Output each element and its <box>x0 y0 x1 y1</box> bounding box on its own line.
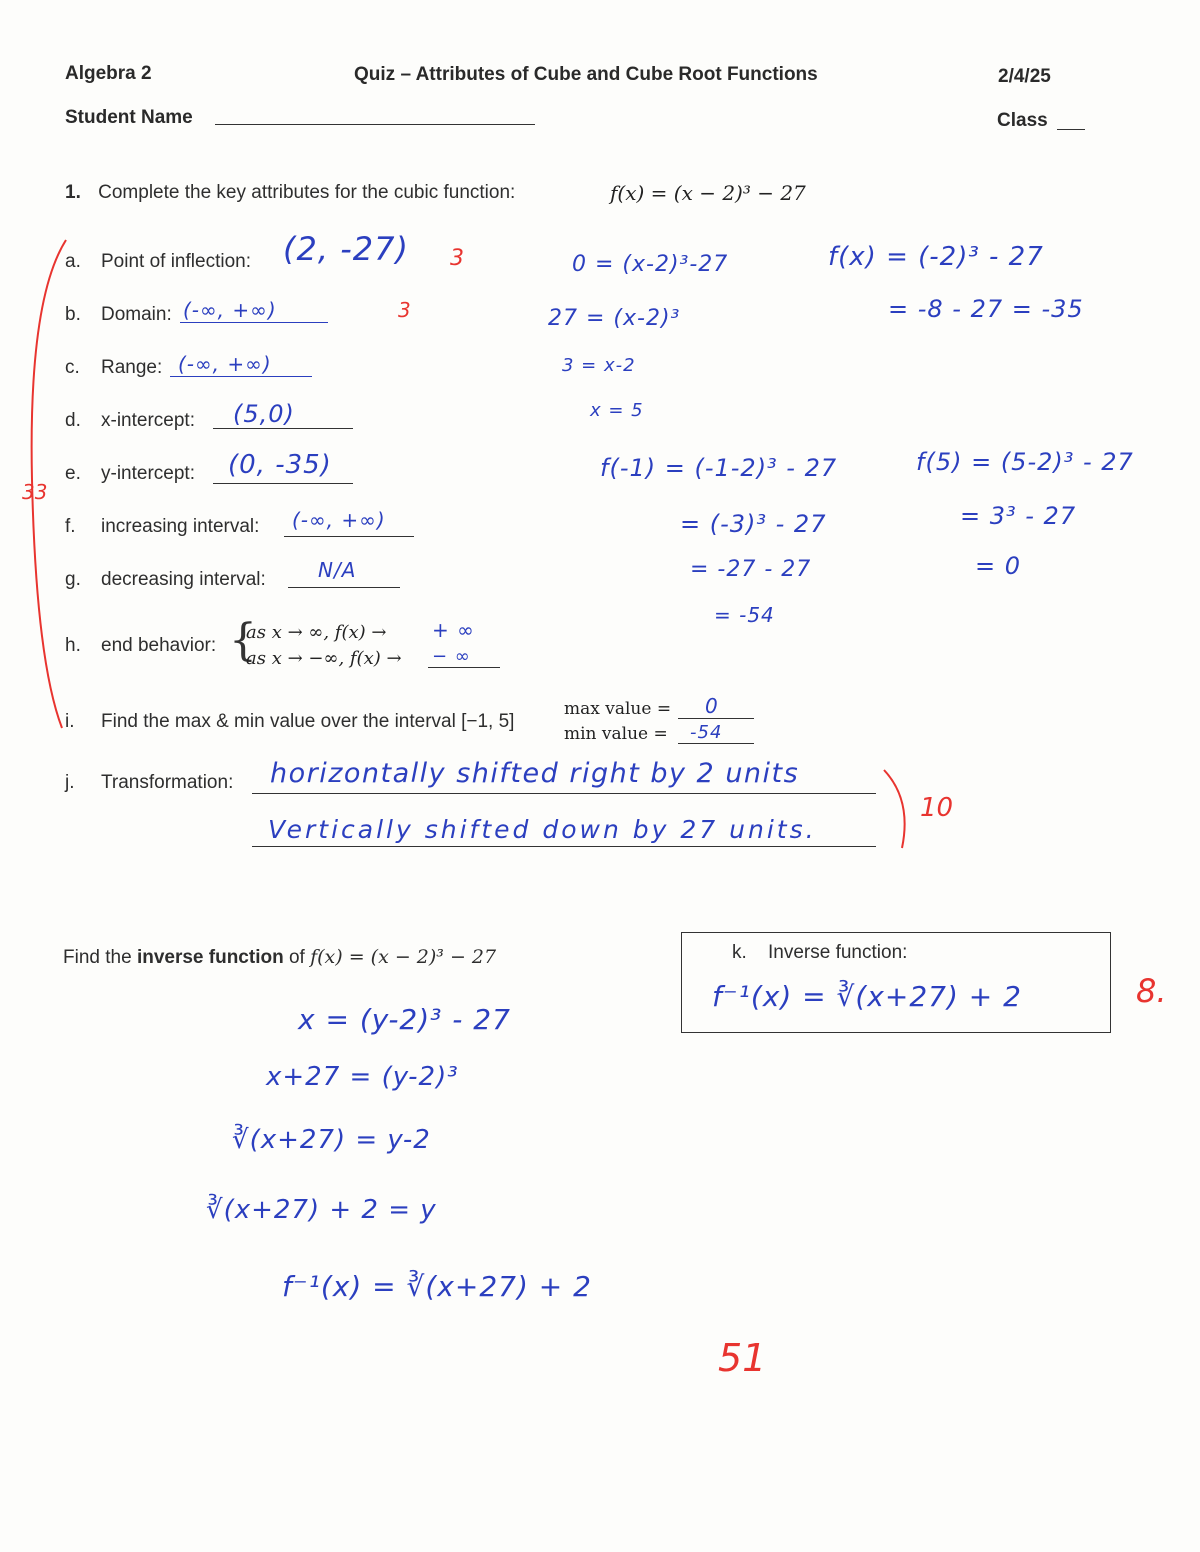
item-f-letter: f. <box>65 516 76 537</box>
work-line: x = 5 <box>590 400 644 421</box>
item-e-letter: e. <box>65 463 81 484</box>
item-h-letter: h. <box>65 635 81 656</box>
item-e-label: y-intercept: <box>101 463 195 484</box>
quiz-title: Quiz – Attributes of Cube and Cube Root Functions <box>354 64 818 85</box>
transformation-line2: Vertically shifted down by 27 units. <box>268 815 817 844</box>
grade-mark-b: 3 <box>398 298 411 322</box>
item-g-letter: g. <box>65 569 81 590</box>
inverse-function: f(x) = (x − 2)³ − 27 <box>310 946 497 968</box>
item-a-answer: (2, -27) <box>283 230 409 268</box>
grade-mark-side: 33 <box>22 480 48 504</box>
item-d-letter: d. <box>65 410 81 431</box>
transformation-line1: horizontally shifted right by 2 units <box>270 758 800 789</box>
item-a-label: Point of inflection: <box>101 251 251 272</box>
item-i-letter: i. <box>65 711 75 732</box>
item-b-letter: b. <box>65 304 81 325</box>
item-c-label: Range: <box>101 357 163 378</box>
item-b-label: Domain: <box>101 304 172 325</box>
work-line: = -8 - 27 = -35 <box>888 295 1084 323</box>
work-line: = (-3)³ - 27 <box>680 510 827 538</box>
inverse-step: x+27 = (y-2)³ <box>266 1062 459 1092</box>
class-label: Class <box>997 110 1048 131</box>
work-line: = 0 <box>975 552 1022 580</box>
inverse-box-answer: f⁻¹(x) = ∛(x+27) + 2 <box>712 980 1022 1013</box>
question-function: f(x) = (x − 2)³ − 27 <box>610 181 806 205</box>
item-b-answer: (-∞, +∞) <box>183 298 277 322</box>
work-line: = 3³ - 27 <box>960 502 1077 530</box>
quiz-date: 2/4/25 <box>998 66 1051 87</box>
item-e-answer: (0, -35) <box>228 450 332 480</box>
inverse-step: x = (y-2)³ - 27 <box>298 1003 511 1036</box>
work-line: = -54 <box>714 603 775 627</box>
inverse-prompt-bold: inverse function <box>136 947 284 968</box>
item-c-answer: (-∞, +∞) <box>178 352 272 376</box>
item-f-label: increasing interval: <box>101 516 260 537</box>
grade-mark-inverse: 8. <box>1136 972 1167 1010</box>
work-line: f(-1) = (-1-2)³ - 27 <box>600 454 838 482</box>
work-line: = -27 - 27 <box>690 557 812 582</box>
max-value-answer: 0 <box>705 694 719 718</box>
item-i-label: Find the max & min value over the interval [−1, 5] <box>101 711 515 732</box>
end-behavior-line1: as x → ∞, f(x) → <box>246 622 387 643</box>
work-line: f(5) = (5-2)³ - 27 <box>916 448 1134 476</box>
inverse-box-label: Inverse function: <box>768 942 908 963</box>
inverse-step: f⁻¹(x) = ∛(x+27) + 2 <box>282 1270 592 1303</box>
inverse-box-letter: k. <box>732 942 747 963</box>
question-number: 1. <box>65 182 81 203</box>
min-value-label: min value = <box>564 724 668 744</box>
item-c-letter: c. <box>65 357 80 378</box>
min-value-answer: -54 <box>690 722 723 743</box>
work-line: 27 = (x-2)³ <box>548 306 681 331</box>
course-name: Algebra 2 <box>65 63 152 84</box>
item-f-answer: (-∞, +∞) <box>292 508 386 532</box>
question-prompt: Complete the key attributes for the cubic function: <box>98 182 516 203</box>
item-g-label: decreasing interval: <box>101 569 266 590</box>
end-behavior-line1-answer: + ∞ <box>432 618 475 642</box>
inverse-prompt-suffix: of <box>288 947 305 968</box>
grade-mark-transform: 10 <box>920 793 954 823</box>
item-j-label: Transformation: <box>101 772 234 793</box>
work-line: 0 = (x-2)³-27 <box>572 252 729 277</box>
transform-bracket <box>884 770 905 848</box>
grade-total: 51 <box>718 1336 767 1380</box>
inverse-step: ∛(x+27) + 2 = y <box>206 1195 437 1225</box>
end-behavior-brace: { <box>229 615 257 666</box>
grade-mark-a: 3 <box>450 246 464 271</box>
item-j-letter: j. <box>65 772 75 793</box>
inverse-step: ∛(x+27) = y-2 <box>232 1125 431 1155</box>
inverse-prompt-prefix: Find the <box>63 947 132 968</box>
item-g-answer: N/A <box>318 558 357 582</box>
item-a-letter: a. <box>65 251 81 272</box>
student-name-label: Student Name <box>65 107 193 128</box>
end-behavior-line2-answer: − ∞ <box>432 646 471 667</box>
item-d-label: x-intercept: <box>101 410 195 431</box>
end-behavior-line2: as x → −∞, f(x) → <box>246 648 402 669</box>
item-h-label: end behavior: <box>101 635 217 656</box>
work-line: 3 = x-2 <box>562 355 636 376</box>
item-d-answer: (5,0) <box>233 400 295 428</box>
work-line: f(x) = (-2)³ - 27 <box>828 242 1044 272</box>
max-value-label: max value = <box>564 699 672 719</box>
